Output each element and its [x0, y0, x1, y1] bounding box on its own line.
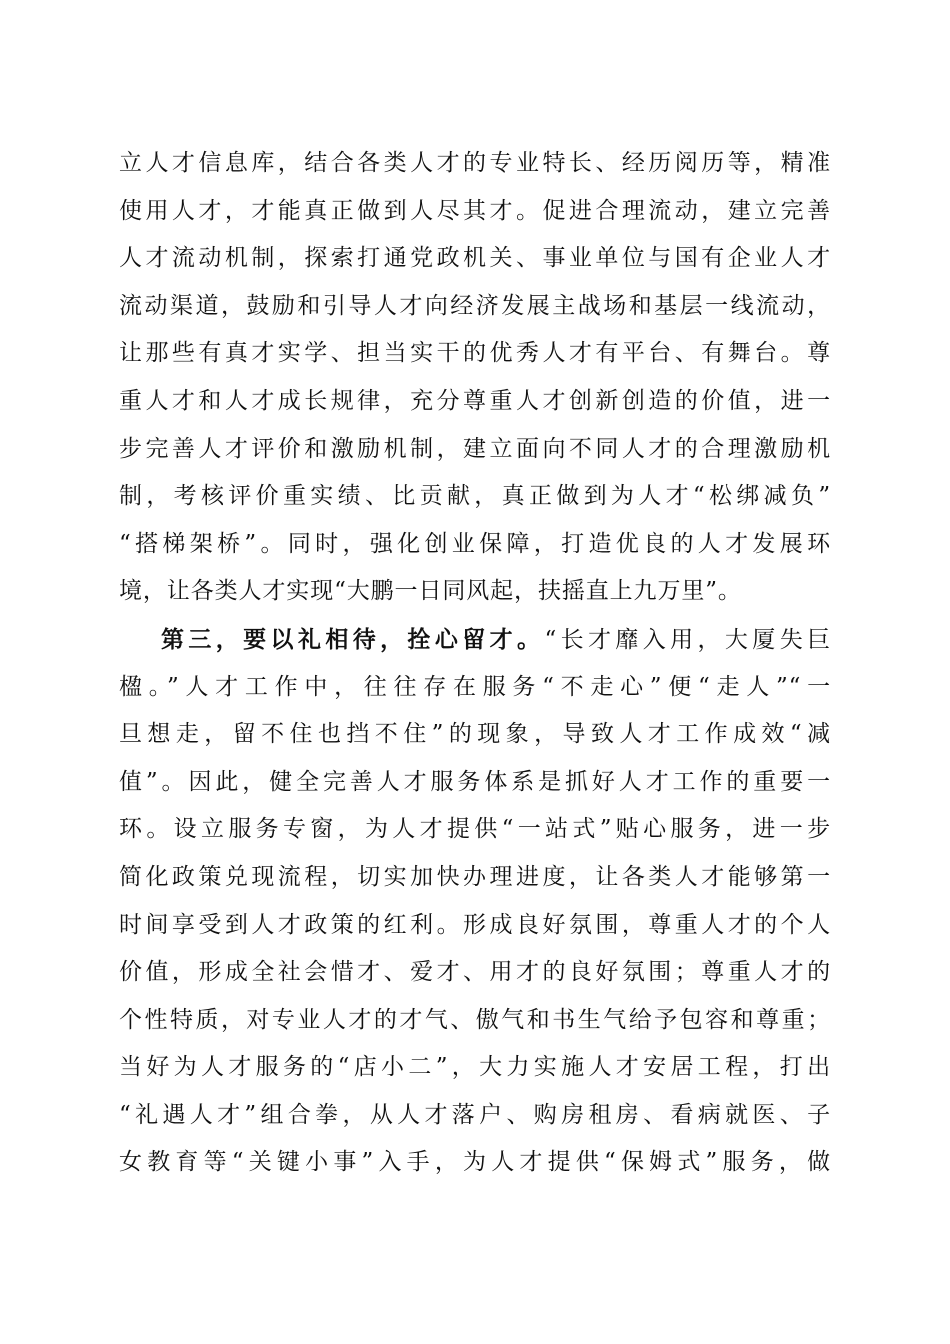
text-line: 使用人才，才能真正做到人尽其才。促进合理流动，建立完善 [119, 197, 831, 224]
body-text [119, 140, 831, 1187]
text-line: 人才流动机制，探索打通党政机关、事业单位与国有企业人才 [119, 245, 831, 272]
text-line: “搭梯架桥”。同时，强化创业保障，打造优良的人才发展环 [119, 530, 831, 557]
text-line: 个性特质，对专业人才的才气、傲气和书生气给予包容和尊重； [119, 1006, 831, 1033]
text-line: 楹。”人才工作中，往往存在服务“不走心”便“走人”“一 [119, 673, 831, 700]
text-line: 时间享受到人才政策的红利。形成良好氛围，尊重人才的个人 [119, 911, 831, 938]
text-line: 流动渠道，鼓励和引导人才向经济发展主战场和基层一线流动， [119, 292, 831, 319]
text-line: 境，让各类人才实现“大鹏一日同风起，扶摇直上九万里”。 [119, 578, 742, 605]
text-line: 制，考核评价重实绩、比贡献，真正做到为人才“松绑减负” [119, 483, 831, 510]
text-line: 旦想走，留不住也挡不住”的现象，导致人才工作成效“减 [119, 721, 831, 748]
text-line: 环。设立服务专窗，为人才提供“一站式”贴心服务，进一步 [119, 816, 831, 843]
text-line: 女教育等“关键小事”入手，为人才提供“保姆式”服务，做 [119, 1149, 831, 1176]
text-line: 值”。因此，健全完善人才服务体系是抓好人才工作的重要一 [119, 768, 831, 795]
text-line: 重人才和人才成长规律，充分尊重人才创新创造的价值，进一 [119, 387, 831, 414]
text-line: “礼遇人才”组合拳，从人才落户、购房租房、看病就医、子 [119, 1101, 831, 1128]
text-line: 立人才信息库，结合各类人才的专业特长、经历阅历等，精准 [119, 150, 831, 176]
text-line: 当好为人才服务的“店小二”，大力实施人才安居工程，打出 [119, 1054, 831, 1081]
quote-start: “长才靡入用，大厦失巨 [544, 626, 831, 653]
text-line: 价值，形成全社会惜才、爱才、用才的良好氛围；尊重人才的 [119, 959, 831, 986]
text-line: 步完善人才评价和激励机制，建立面向不同人才的合理激励机 [119, 435, 831, 462]
text-line: 简化政策兑现流程，切实加快办理进度，让各类人才能够第一 [119, 863, 831, 890]
text-line: 让那些有真才实学、担当实干的优秀人才有平台、有舞台。尊 [119, 340, 831, 367]
section-heading: 第三，要以礼相待，拴心留才。 [161, 625, 545, 653]
paragraph-opening-line [119, 616, 831, 664]
